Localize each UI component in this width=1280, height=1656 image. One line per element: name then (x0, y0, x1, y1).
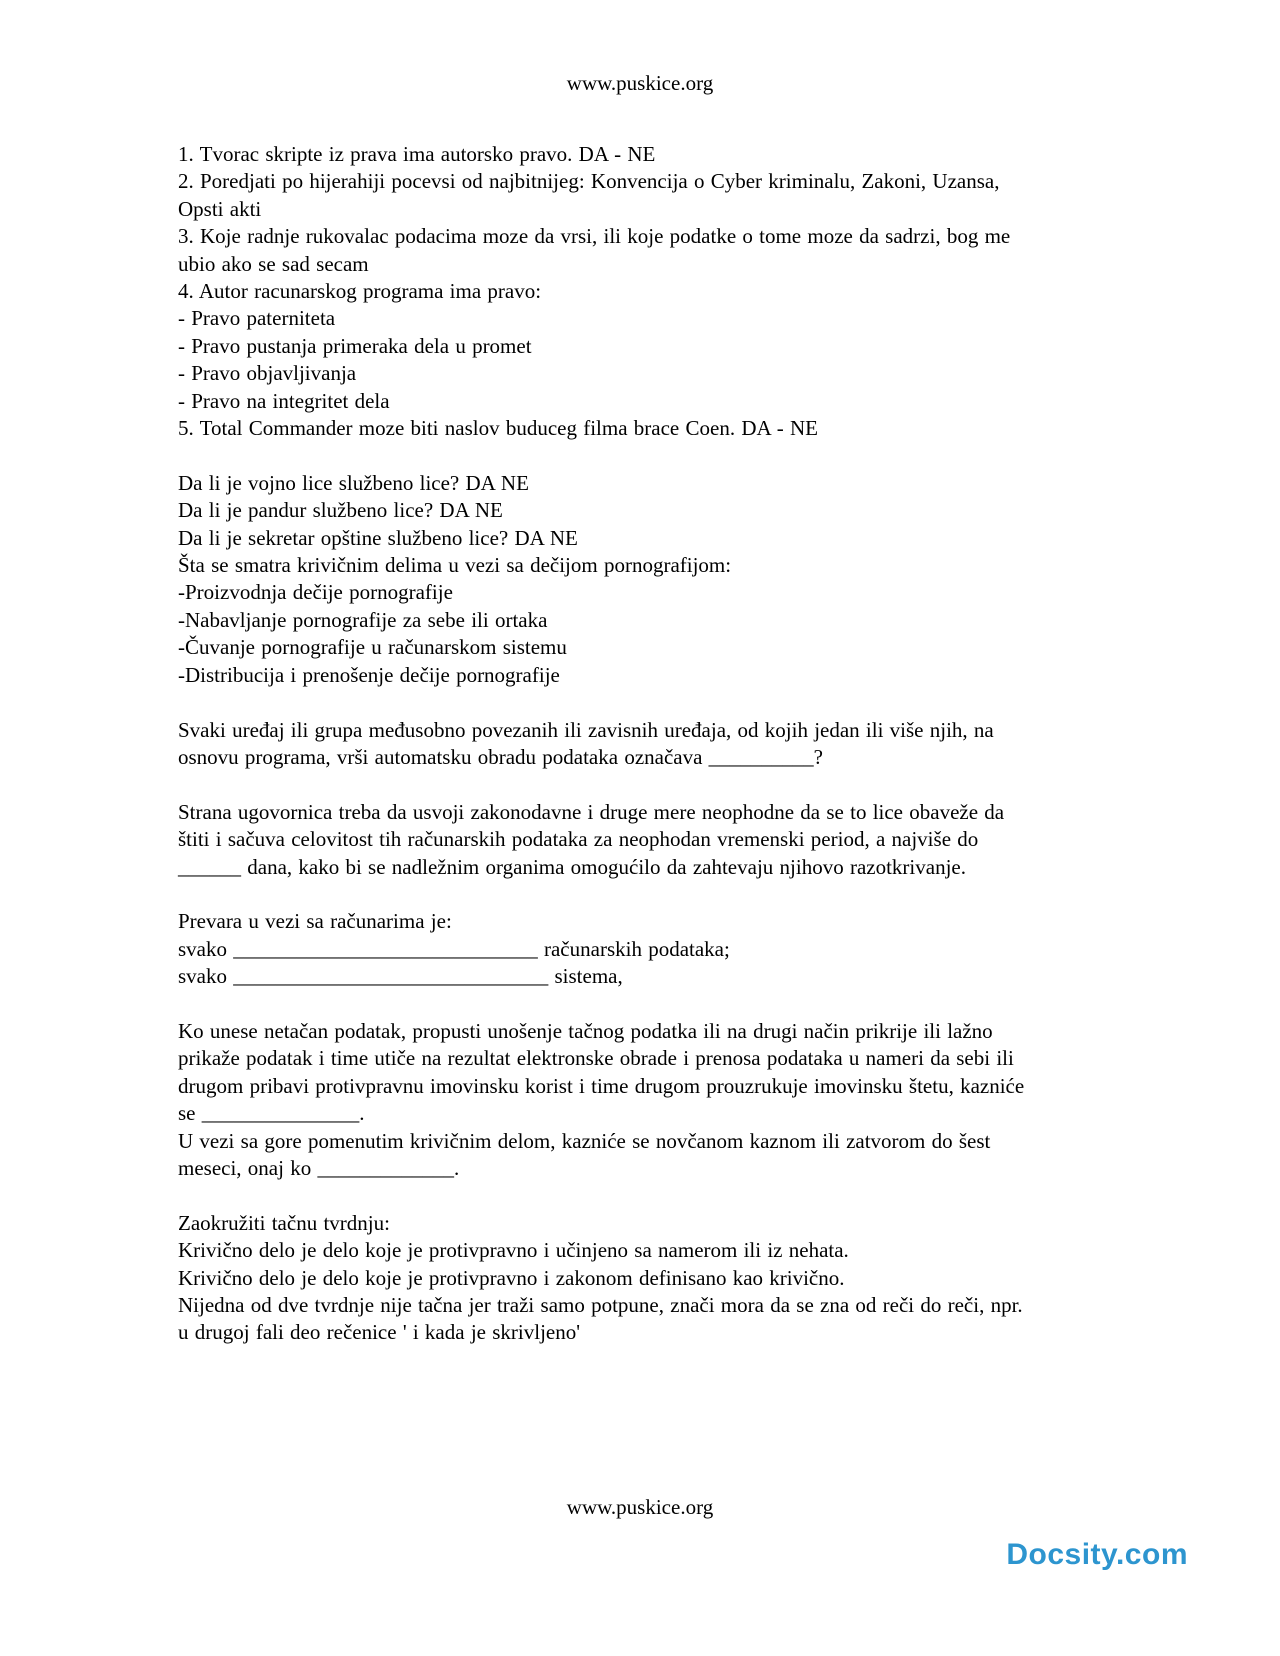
page-header-url: www.puskice.org (566, 71, 714, 95)
paragraph-fill-in-period (178, 799, 1038, 881)
docsity-watermark: Docsity.com (1006, 1538, 1188, 1571)
text-line: 5. Total Commander moze biti naslov buduceg filma brace Coen. DA - NE (178, 416, 818, 441)
document-content (178, 141, 1038, 1374)
text-line: Strana ugovornica treba da usvoji zakonodavne i druge mere neophodne da se to lice obaveže da štiti i sačuva celovitost tih računarskih podataka za neophodan vremenski period, a najviše do ______ dana, kako bi se nadležnim organima omogućilo da zahtevaju njihovo razotkrivanje. (178, 799, 1005, 879)
text-line: Šta se smatra krivičnim delima u vezi sa dečijom pornografijom: (178, 553, 732, 578)
paragraph-circle-correct (178, 1210, 1038, 1347)
text-line: Ko unese netačan podatak, propusti unošenje tačnog podatka ili na drugi način prikrije ili lažno prikaže podatak i time utiče na rezultat elektronske obrade i prenosa podataka u nameri da sebi ili drugom pribavi protivpravnu imovinsku korist i time drugom prouzrukuje imovinsku štetu, kazniće se _______________. (178, 1018, 1025, 1126)
text-line: Krivično delo je delo koje je protivpravno i zakonom definisano kao krivično. (178, 1265, 845, 1290)
text-line: Nijedna od dve tvrdnje nije tačna jer traži samo potpune, znači mora da se zna od reči do reči, npr. u drugoj fali deo rečenice ' i kada je skrivljeno' (178, 1292, 1023, 1345)
text-line: - Pravo objavljivanja (178, 361, 357, 386)
text-line: 1. Tvorac skripte iz prava ima autorsko pravo. DA - NE (178, 142, 656, 166)
text-line: Prevara u vezi sa računarima je: (178, 909, 452, 934)
paragraph-fill-in-device (178, 717, 1038, 772)
text-line: -Čuvanje pornografije u računarskom sistemu (178, 635, 567, 660)
text-line: Zaokružiti tačnu tvrdnju: (178, 1210, 390, 1235)
text-line: Svaki uređaj ili grupa međusobno povezanih ili zavisnih uređaja, od kojih jedan ili više njih, na osnovu programa, vrši automatsku obradu podataka označava __________? (178, 717, 994, 769)
paragraph-fill-in-fraud (178, 908, 1038, 990)
text-line: Da li je vojno lice službeno lice? DA NE (178, 470, 529, 495)
text-line: Da li je sekretar opštine službeno lice? DA NE (178, 525, 578, 550)
text-line: - Pravo na integritet dela (178, 388, 390, 413)
text-line: -Nabavljanje pornografije za sebe ili ortaka (178, 607, 548, 632)
paragraph-da-ne-questions (178, 470, 1038, 689)
text-line: 2. Poredjati po hijerahiji pocevsi od najbitnijeg: Konvencija o Cyber kriminalu, Zakoni, Uzansa, Opsti akti (178, 169, 1000, 221)
text-line: Da li je pandur službeno lice? DA NE (178, 498, 503, 523)
text-line: U vezi sa gore pomenutim krivičnim delom, kazniće se novčanom kaznom ili zatvorom do šest meseci, onaj ko _____________. (178, 1128, 991, 1180)
text-line: -Distribucija i prenošenje dečije pornografije (178, 662, 560, 687)
text-line: 4. Autor racunarskog programa ima pravo: (178, 279, 542, 304)
text-line: svako ______________________________ sistema, (178, 964, 623, 989)
text-line: 3. Koje radnje rukovalac podacima moze da vrsi, ili koje podatke o tome moze da sadrzi, bog me ubio ako se sad secam (178, 224, 1011, 276)
paragraph-quiz-numbered (178, 141, 1038, 442)
text-line: svako _____________________________ računarskih podataka; (178, 936, 730, 961)
text-line: -Proizvodnja dečije pornografije (178, 580, 453, 605)
paragraph-fill-in-penalty (178, 1018, 1038, 1182)
page-footer-url: www.puskice.org (566, 1495, 714, 1519)
text-line: Krivično delo je delo koje je protivpravno i učinjeno sa namerom ili iz nehata. (178, 1238, 849, 1263)
text-line: - Pravo pustanja primeraka dela u promet (178, 333, 532, 358)
text-line: - Pravo paterniteta (178, 306, 336, 331)
